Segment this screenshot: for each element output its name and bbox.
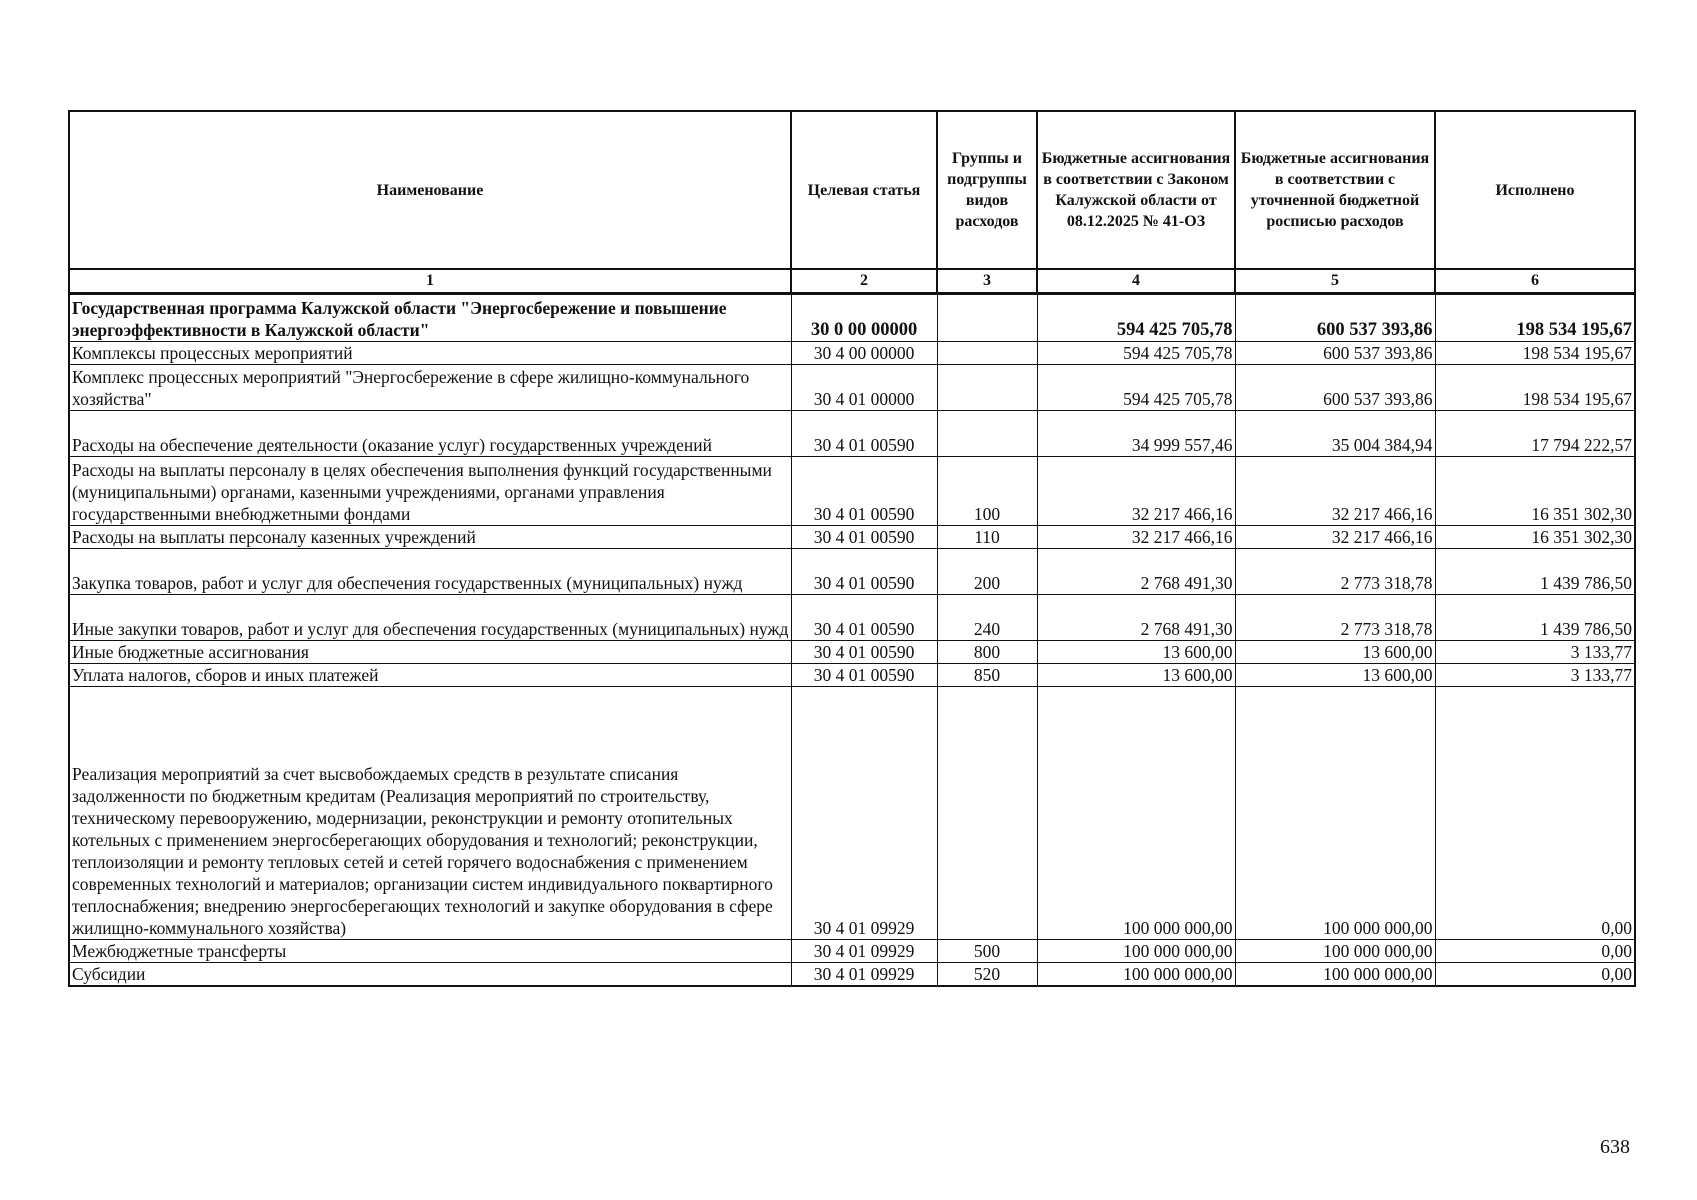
table-row <box>69 365 1635 411</box>
row-target-code: 30 4 01 00590 <box>791 526 937 549</box>
row-law-amount: 13 600,00 <box>1037 664 1235 687</box>
row-executed-amount: 17 794 222,57 <box>1435 411 1635 457</box>
row-law-amount: 32 217 466,16 <box>1037 526 1235 549</box>
row-name: Комплексы процессных мероприятий <box>69 342 791 365</box>
table-row <box>69 963 1635 987</box>
row-target-code: 30 4 00 00000 <box>791 342 937 365</box>
row-law-amount: 34 999 557,46 <box>1037 411 1235 457</box>
row-executed-amount: 3 133,77 <box>1435 641 1635 664</box>
row-refined-amount: 13 600,00 <box>1235 641 1435 664</box>
row-target-code: 30 4 01 00590 <box>791 549 937 595</box>
table-row <box>69 294 1635 342</box>
row-refined-amount: 100 000 000,00 <box>1235 687 1435 940</box>
row-executed-amount: 0,00 <box>1435 963 1635 987</box>
row-group: 110 <box>937 526 1037 549</box>
row-group: 520 <box>937 963 1037 987</box>
table-row <box>69 526 1635 549</box>
row-target-code: 30 4 01 00590 <box>791 664 937 687</box>
row-executed-amount: 1 439 786,50 <box>1435 595 1635 641</box>
row-name: Иные закупки товаров, работ и услуг для обеспечения государственных (муниципальных) нужд <box>69 595 791 641</box>
row-refined-amount: 2 773 318,78 <box>1235 549 1435 595</box>
row-name: Реализация мероприятий за счет высвобождаемых средств в результате списания задолженности по бюджетным кредитам (Реализация мероприятий по строительству, техническому перевооружению, модернизации, реконструкции и ремонту отопительных котельных с применением энергосберегающих оборудования и технологий; реконструкции, теплоизоляции и ремонту тепловых сетей и сетей горячего водоснабжения с применением современных технологий и материалов; организации систем индивидуального поквартирного теплоснабжения; внедрению энергосберегающих технологий и закупке оборудования в сфере жилищно-коммунального хозяйства) <box>69 687 791 940</box>
row-name: Межбюджетные трансферты <box>69 940 791 963</box>
row-group <box>937 342 1037 365</box>
row-refined-amount: 600 537 393,86 <box>1235 342 1435 365</box>
row-executed-amount: 0,00 <box>1435 940 1635 963</box>
row-name: Расходы на обеспечение деятельности (оказание услуг) государственных учреждений <box>69 411 791 457</box>
row-group: 500 <box>937 940 1037 963</box>
row-name: Закупка товаров, работ и услуг для обеспечения государственных (муниципальных) нужд <box>69 549 791 595</box>
row-name: Расходы на выплаты персоналу в целях обеспечения выполнения функций государственными (муниципальными) органами, казенными учреждениями, органами управления государственными внебюджетными фондами <box>69 457 791 526</box>
row-executed-amount: 16 351 302,30 <box>1435 526 1635 549</box>
header-target: Целевая статья <box>791 111 937 269</box>
row-group: 100 <box>937 457 1037 526</box>
row-target-code: 30 0 00 00000 <box>791 294 937 342</box>
row-law-amount: 32 217 466,16 <box>1037 457 1235 526</box>
column-number: 2 <box>791 269 937 294</box>
table-row <box>69 595 1635 641</box>
row-target-code: 30 4 01 09929 <box>791 963 937 987</box>
row-group <box>937 687 1037 940</box>
row-group: 800 <box>937 641 1037 664</box>
row-law-amount: 100 000 000,00 <box>1037 940 1235 963</box>
row-law-amount: 594 425 705,78 <box>1037 342 1235 365</box>
budget-table <box>68 110 1636 987</box>
row-executed-amount: 198 534 195,67 <box>1435 294 1635 342</box>
row-executed-amount: 0,00 <box>1435 687 1635 940</box>
row-executed-amount: 1 439 786,50 <box>1435 549 1635 595</box>
row-refined-amount: 600 537 393,86 <box>1235 365 1435 411</box>
row-law-amount: 100 000 000,00 <box>1037 963 1235 987</box>
row-target-code: 30 4 01 09929 <box>791 940 937 963</box>
row-refined-amount: 32 217 466,16 <box>1235 526 1435 549</box>
row-executed-amount: 3 133,77 <box>1435 664 1635 687</box>
header-law: Бюджетные ассигнования в соответствии с Законом Калужской области от 08.12.2025 № 41-ОЗ <box>1037 111 1235 269</box>
table-row <box>69 549 1635 595</box>
header-groups: Группы и подгруппы видов расходов <box>937 111 1037 269</box>
row-group <box>937 411 1037 457</box>
row-refined-amount: 2 773 318,78 <box>1235 595 1435 641</box>
header-name: Наименование <box>69 111 791 269</box>
header-row <box>69 111 1635 269</box>
row-law-amount: 2 768 491,30 <box>1037 595 1235 641</box>
row-law-amount: 2 768 491,30 <box>1037 549 1235 595</box>
header-refined: Бюджетные ассигнования в соответствии с уточненной бюджетной росписью расходов <box>1235 111 1435 269</box>
row-law-amount: 13 600,00 <box>1037 641 1235 664</box>
row-group <box>937 365 1037 411</box>
header-executed: Исполнено <box>1435 111 1635 269</box>
row-name: Комплекс процессных мероприятий "Энергосбережение в сфере жилищно-коммунального хозяйства" <box>69 365 791 411</box>
row-law-amount: 100 000 000,00 <box>1037 687 1235 940</box>
row-executed-amount: 16 351 302,30 <box>1435 457 1635 526</box>
row-group: 850 <box>937 664 1037 687</box>
row-law-amount: 594 425 705,78 <box>1037 365 1235 411</box>
column-number-row <box>69 269 1635 294</box>
column-number: 1 <box>69 269 791 294</box>
row-target-code: 30 4 01 00590 <box>791 457 937 526</box>
table-row <box>69 641 1635 664</box>
row-executed-amount: 198 534 195,67 <box>1435 365 1635 411</box>
row-refined-amount: 100 000 000,00 <box>1235 963 1435 987</box>
row-target-code: 30 4 01 00000 <box>791 365 937 411</box>
table-row <box>69 457 1635 526</box>
row-executed-amount: 198 534 195,67 <box>1435 342 1635 365</box>
row-target-code: 30 4 01 09929 <box>791 687 937 940</box>
column-number: 6 <box>1435 269 1635 294</box>
row-target-code: 30 4 01 00590 <box>791 595 937 641</box>
table-row <box>69 342 1635 365</box>
table-row <box>69 940 1635 963</box>
table-row <box>69 411 1635 457</box>
column-number: 5 <box>1235 269 1435 294</box>
row-name: Уплата налогов, сборов и иных платежей <box>69 664 791 687</box>
row-refined-amount: 13 600,00 <box>1235 664 1435 687</box>
table-row <box>69 687 1635 940</box>
row-name: Субсидии <box>69 963 791 987</box>
column-number: 4 <box>1037 269 1235 294</box>
row-group: 240 <box>937 595 1037 641</box>
table-row <box>69 664 1635 687</box>
row-group <box>937 294 1037 342</box>
row-group: 200 <box>937 549 1037 595</box>
column-number: 3 <box>937 269 1037 294</box>
row-refined-amount: 600 537 393,86 <box>1235 294 1435 342</box>
row-law-amount: 594 425 705,78 <box>1037 294 1235 342</box>
page-number: 638 <box>1600 1136 1630 1158</box>
row-name: Иные бюджетные ассигнования <box>69 641 791 664</box>
row-target-code: 30 4 01 00590 <box>791 641 937 664</box>
row-name: Расходы на выплаты персоналу казенных учреждений <box>69 526 791 549</box>
row-refined-amount: 35 004 384,94 <box>1235 411 1435 457</box>
row-refined-amount: 100 000 000,00 <box>1235 940 1435 963</box>
row-name: Государственная программа Калужской области "Энергосбережение и повышение энергоэффективности в Калужской области" <box>69 294 791 342</box>
row-refined-amount: 32 217 466,16 <box>1235 457 1435 526</box>
row-target-code: 30 4 01 00590 <box>791 411 937 457</box>
